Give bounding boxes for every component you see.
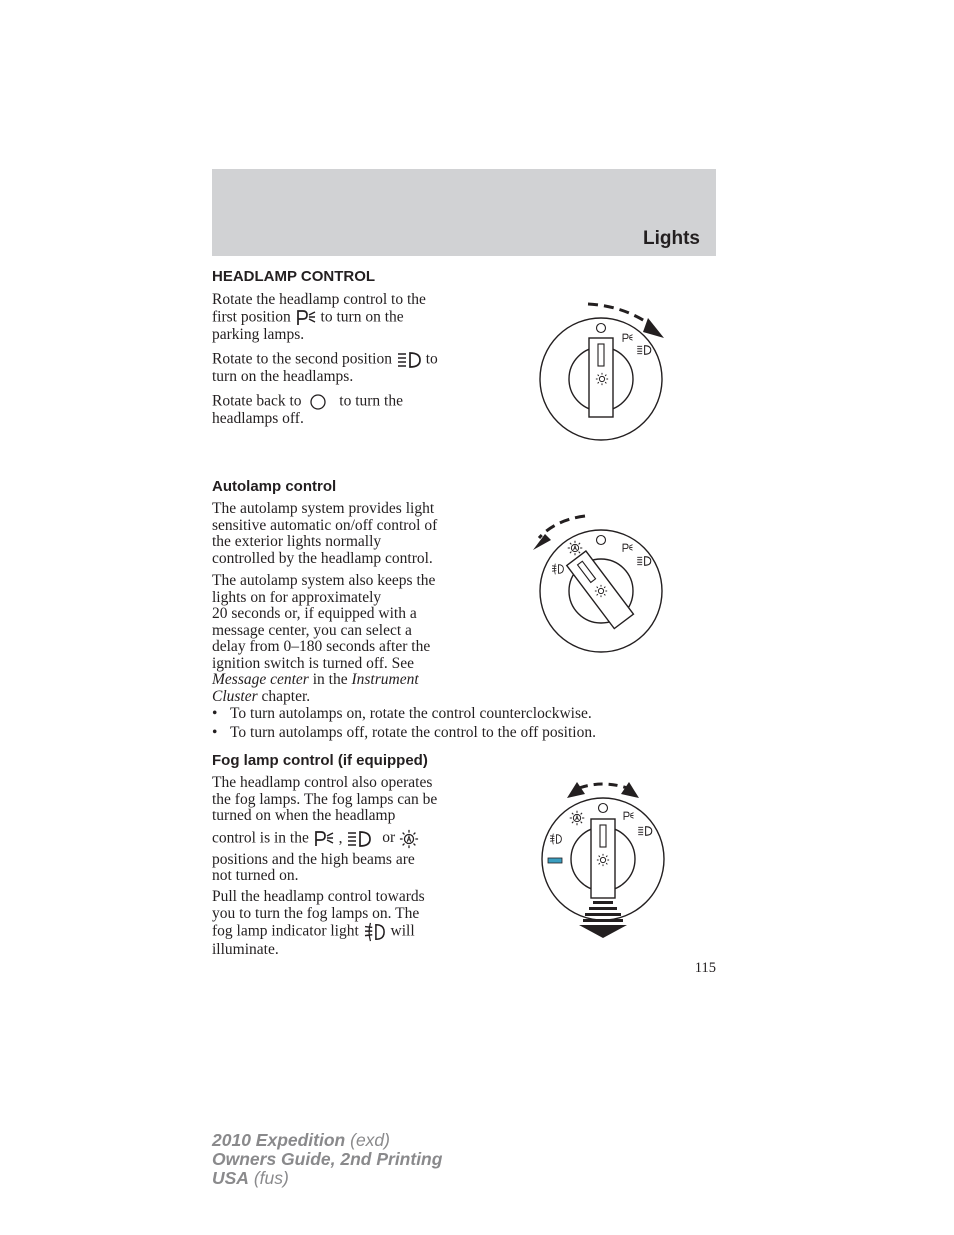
autolamp-bullet-list bbox=[212, 704, 596, 742]
list-item: • To turn autolamps off, rotate the control to the off position. bbox=[212, 724, 596, 741]
list-item: • To turn autolamps on, rotate the control counterclockwise. bbox=[212, 705, 592, 722]
autolamp-para-1: The autolamp system provides light sensitive automatic on/off control of the exterior lights normally controlled by the headlamp control. bbox=[212, 500, 438, 567]
parking-lamp-icon bbox=[313, 830, 335, 848]
pull-arrow-icon bbox=[579, 901, 627, 938]
foglamp-para-1: The headlamp control also operates the fog lamps. The fog lamps can be turned on when the headlamp control is in the , or positions and the high beams are not turned on. bbox=[212, 774, 438, 884]
section-title: Lights bbox=[643, 228, 700, 249]
page-number: 115 bbox=[694, 960, 716, 976]
section-header-band bbox=[212, 169, 716, 256]
off-icon bbox=[309, 393, 327, 411]
headlamp-icon bbox=[346, 830, 372, 848]
autolamp-para-2: The autolamp system also keeps the lights on for approximately 20 seconds or, if equipped with a message center, you can select a delay from 0–180 seconds after the ignition switch is turned off. See Message center in the Instrument Cluster chapter. bbox=[212, 572, 436, 705]
headlamp-heading: HEADLAMP CONTROL bbox=[212, 268, 376, 285]
parking-lamp-icon bbox=[295, 309, 317, 327]
fog-indicator-mark bbox=[548, 858, 562, 863]
headlamp-switch-figure-1 bbox=[530, 298, 670, 448]
headlamp-para-3: Rotate back to to turn the headlamps off. bbox=[212, 392, 403, 427]
rotation-arrow-icon bbox=[579, 784, 627, 788]
rotation-arrow-icon bbox=[588, 304, 652, 326]
headlamp-icon bbox=[396, 351, 422, 369]
foglamp-para-2: Pull the headlamp control towards you to turn the fog lamps on. The fog lamp indicator light will illuminate. bbox=[212, 888, 425, 958]
autolamp-icon bbox=[399, 829, 419, 849]
autolamp-heading: Autolamp control bbox=[212, 478, 337, 495]
headlamp-switch-figure-3 bbox=[533, 776, 673, 944]
headlamp-para-1: Rotate the headlamp control to the first position to turn on the parking lamps. bbox=[212, 291, 426, 343]
footer: 2010 Expedition (exd) Owners Guide, 2nd Printing USA (fus) bbox=[212, 1130, 443, 1188]
foglamp-heading: Fog lamp control (if equipped) bbox=[212, 752, 428, 769]
headlamp-para-2: Rotate to the second position to turn on the headlamps. bbox=[212, 350, 438, 385]
headlamp-switch-figure-2 bbox=[525, 510, 670, 658]
fog-lamp-icon bbox=[363, 922, 387, 942]
